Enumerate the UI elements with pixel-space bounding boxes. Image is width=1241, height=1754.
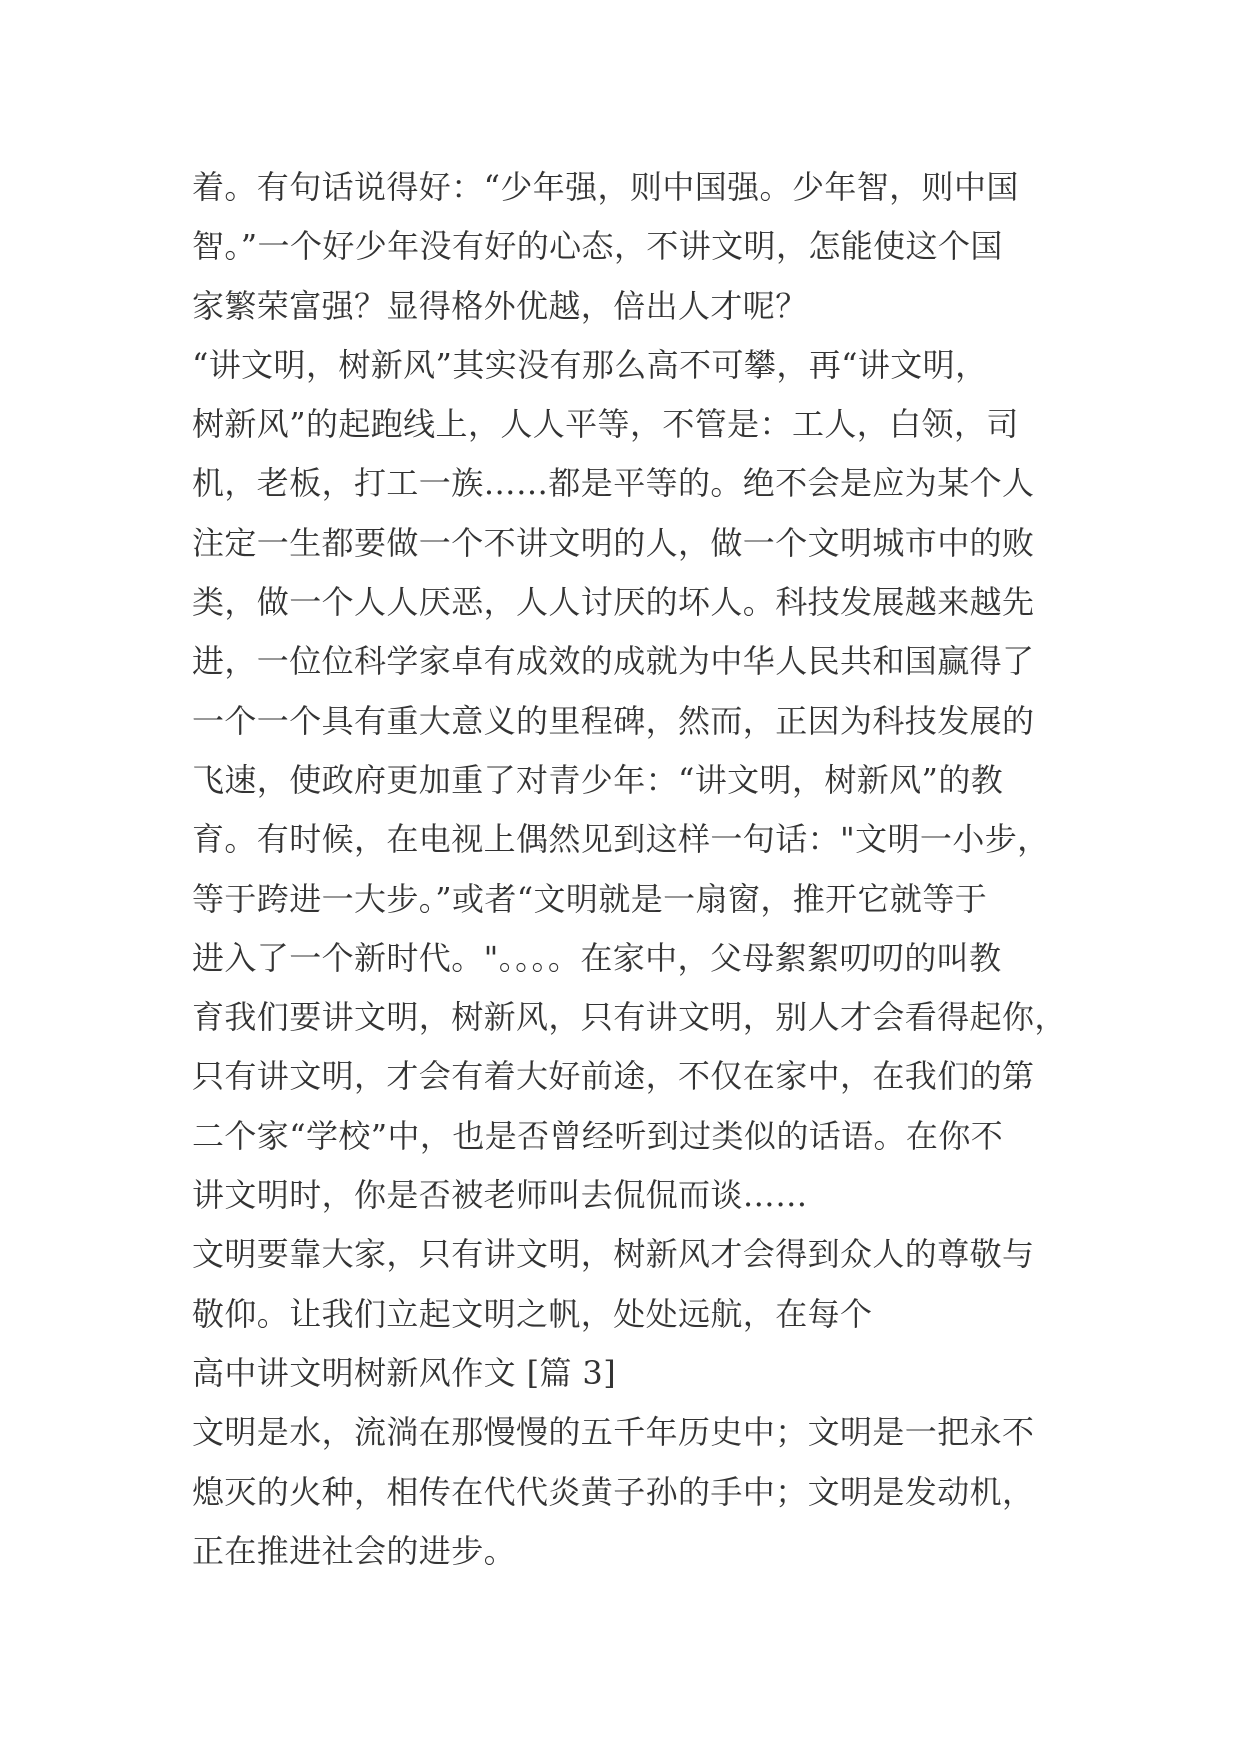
text-line: 文明是水，流淌在那慢慢的五千年历史中；文明是一把永不 — [192, 1413, 1035, 1452]
text-line: 飞速，使政府更加重了对青少年：“讲文明，树新风”的教 — [192, 760, 1004, 799]
text-line: 注定一生都要做一个不讲文明的人，做一个文明城市中的败 — [192, 523, 1035, 562]
text-line: 等于跨进一大步。”或者“文明就是一扇窗，推开它就等于 — [192, 879, 988, 918]
text-line: 着。有句话说得好：“少年强，则中国强。少年智，则中国 — [192, 168, 1019, 206]
text-line: 二个家“学校”中，也是否曾经听到过类似的话语。在你不 — [192, 1116, 1004, 1155]
text-line: 育。有时候，在电视上偶然见到这样一句话："文明一小步， — [192, 820, 1050, 859]
text-line: 只有讲文明，才会有着大好前途，不仅在家中，在我们的第 — [192, 1057, 1035, 1096]
section-heading: 高中讲文明树新风作文 [篇 3] — [192, 1353, 617, 1392]
document-body — [192, 158, 1067, 1581]
text-line: 类，做一个人人厌恶，人人讨厌的坏人。科技发展越来越先 — [192, 583, 1035, 622]
text-line: 敬仰。让我们立起文明之帆，处处远航，在每个 — [192, 1294, 873, 1333]
text-line: 一个一个具有重大意义的里程碑，然而，正因为科技发展的 — [192, 701, 1035, 740]
text-line: “讲文明，树新风”其实没有那么高不可攀，再“讲文明， — [192, 345, 988, 384]
text-line: 树新风”的起跑线上，人人平等，不管是：工人，白领，司 — [192, 405, 1019, 444]
text-line: 讲文明时，你是否被老师叫去侃侃而谈…… — [192, 1176, 808, 1215]
text-line: 正在推进社会的进步。 — [192, 1531, 517, 1570]
text-line: 熄灭的火种，相传在代代炎黄子孙的手中；文明是发动机， — [192, 1472, 1035, 1511]
text-line: 文明要靠大家，只有讲文明，树新风才会得到众人的尊敬与 — [192, 1235, 1035, 1274]
text-line: 家繁荣富强？显得格外优越，倍出人才呢？ — [192, 286, 808, 325]
text-line: 进，一位位科学家卓有成效的成就为中华人民共和国赢得了 — [192, 642, 1035, 681]
text-line: 智。”一个好少年没有好的心态，不讲文明，怎能使这个国 — [192, 227, 1003, 266]
text-line: 育我们要讲文明，树新风，只有讲文明，别人才会看得起你， — [192, 998, 1067, 1037]
text-line: 机，老板，打工一族……都是平等的。绝不会是应为某个人 — [192, 464, 1035, 503]
text-line: 进入了一个新时代。"。。。。在家中，父母絮絮叨叨的叫教 — [192, 938, 1002, 977]
